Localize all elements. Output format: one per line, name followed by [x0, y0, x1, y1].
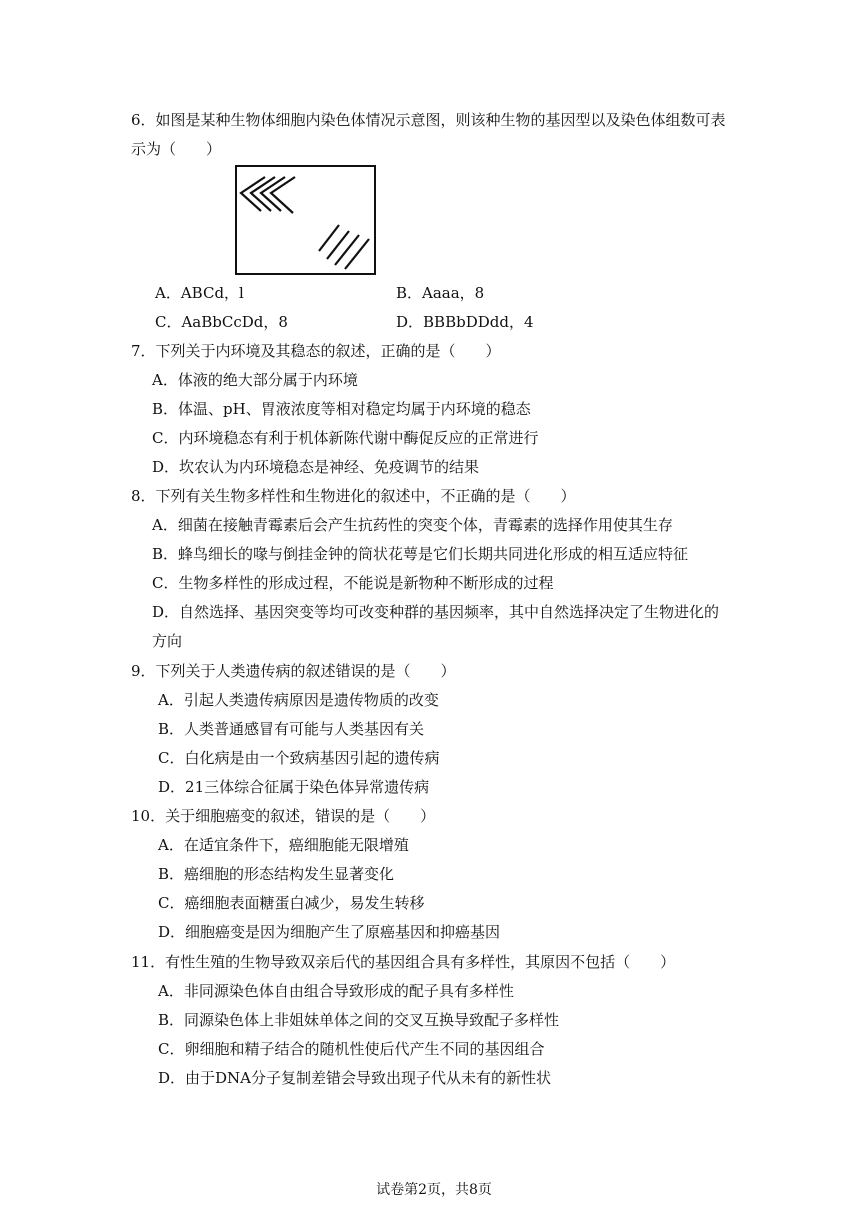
q10-option-c: C．癌细胞表面糖蛋白减少，易发生转移: [158, 894, 425, 912]
q7-option-b: B．体温、pH、胃液浓度等相对稳定均属于内环境的稳态: [152, 400, 531, 418]
chromosome-group-bent: [241, 177, 295, 213]
q8-option-a: A．细菌在接触青霉素后会产生抗药性的突变个体，青霉素的选择作用使其生存: [152, 516, 673, 534]
q6-stem-line1: 6．如图是某种生物体细胞内染色体情况示意图，则该种生物的基因型以及染色体组数可表: [131, 111, 726, 129]
page-footer: 试卷第2页，共8页: [376, 1182, 492, 1198]
q7-stem: 7．下列关于内环境及其稳态的叙述，正确的是（ ）: [131, 342, 501, 360]
straight-chromosome: [335, 235, 359, 265]
q6-option-b: B．Aaaa，8: [396, 284, 485, 302]
q6-option-c: C．AaBbCcDd，8: [155, 313, 288, 331]
q11-option-c: C．卵细胞和精子结合的随机性使后代产生不同的基因组合: [158, 1040, 545, 1058]
q10-stem: 10．关于细胞癌变的叙述，错误的是（ ）: [131, 807, 436, 825]
q9-option-b: B．人类普通感冒有可能与人类基因有关: [158, 720, 425, 738]
q7-option-d: D．坎农认为内环境稳态是神经、免疫调节的结果: [152, 458, 480, 476]
q10-option-b: B．癌细胞的形态结构发生显著变化: [158, 865, 395, 883]
q9-option-d: D．21三体综合征属于染色体异常遗传病: [158, 778, 430, 796]
q8-option-b: B．蜂鸟细长的喙与倒挂金钟的筒状花萼是它们长期共同进化形成的相互适应特征: [152, 545, 689, 563]
chromosome-diagram: [235, 165, 377, 277]
q11-option-b: B．同源染色体上非姐妹单体之间的交叉互换导致配子多样性: [158, 1011, 560, 1029]
q7-option-a: A．体液的绝大部分属于内环境: [152, 371, 358, 389]
q7-option-c: C．内环境稳态有利于机体新陈代谢中酶促反应的正常进行: [152, 429, 539, 447]
q8-stem: 8．下列有关生物多样性和生物进化的叙述中，不正确的是（ ）: [131, 487, 576, 505]
q9-stem: 9．下列关于人类遗传病的叙述错误的是（ ）: [131, 662, 456, 680]
chromosome-diagram-svg: [235, 165, 377, 277]
q10-option-d: D．细胞癌变是因为细胞产生了原癌基因和抑癌基因: [158, 923, 501, 941]
bent-chromosome: [271, 177, 295, 213]
q8-option-d-cont: 方向: [152, 632, 183, 650]
chromosome-group-straight: [319, 225, 369, 269]
straight-chromosome: [345, 239, 369, 269]
q11-option-d: D．由于DNA分子复制差错会导致出现子代从未有的新性状: [158, 1069, 552, 1087]
q8-option-d: D．自然选择、基因突变等均可改变种群的基因频率，其中自然选择决定了生物进化的: [152, 603, 720, 621]
q9-option-a: A．引起人类遗传病原因是遗传物质的改变: [158, 691, 439, 709]
q6-stem-line2: 示为（ ）: [131, 140, 222, 158]
q6-option-a: A．ABCd，l: [155, 284, 244, 302]
q11-option-a: A．非同源染色体自由组合导致形成的配子具有多样性: [158, 982, 514, 1000]
q6-option-d: D．BBBbDDdd，4: [396, 313, 534, 331]
q10-option-a: A．在适宜条件下，癌细胞能无限增殖: [158, 836, 409, 854]
q11-stem: 11．有性生殖的生物导致双亲后代的基因组合具有多样性，其原因不包括（ ）: [131, 953, 676, 971]
q9-option-c: C．白化病是由一个致病基因引起的遗传病: [158, 749, 440, 767]
q8-option-c: C．生物多样性的形成过程，不能说是新物种不断形成的过程: [152, 574, 554, 592]
